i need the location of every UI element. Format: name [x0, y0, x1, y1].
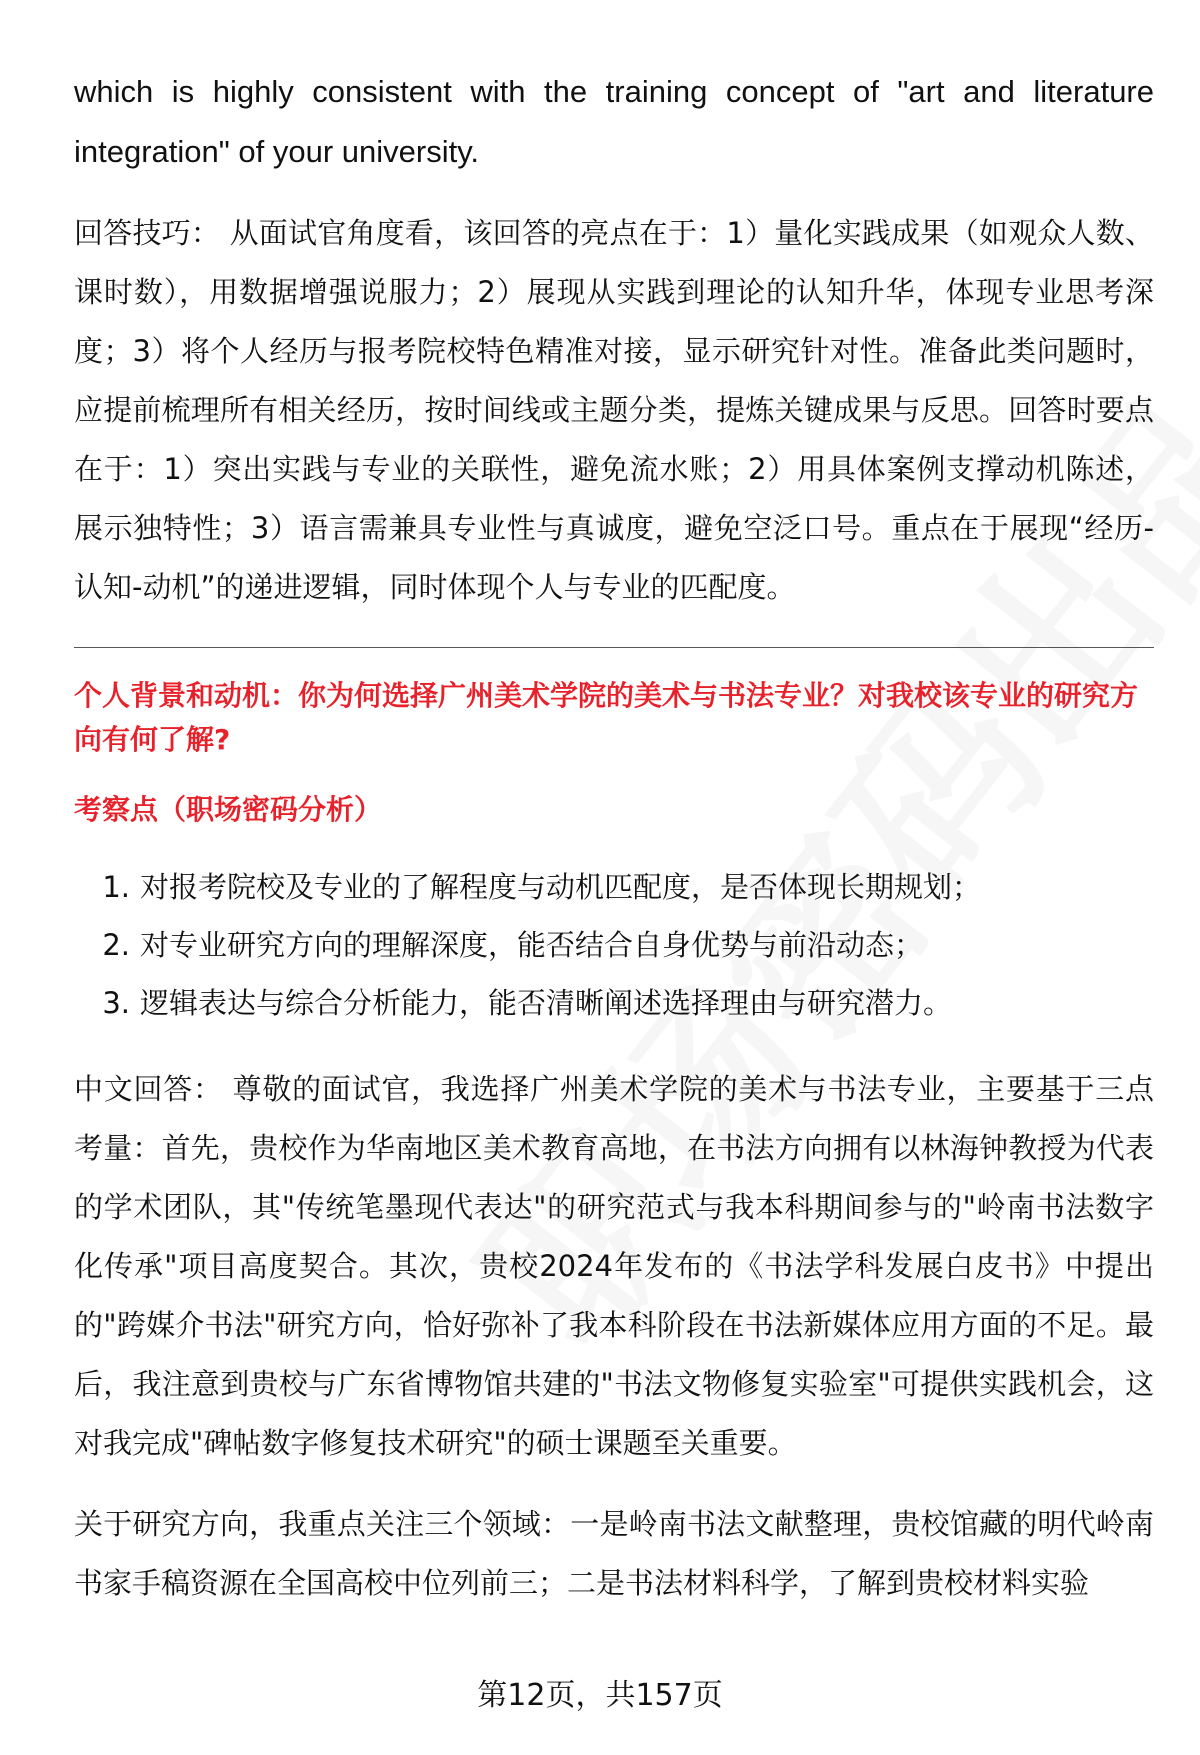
list-item-text: 对专业研究方向的理解深度，能否结合自身优势与前沿动态； — [140, 928, 924, 962]
list-item-number: 2. — [102, 928, 130, 962]
list-item-text: 逻辑表达与综合分析能力，能否清晰阐述选择理由与研究潜力。 — [140, 986, 953, 1020]
list-item-number: 1. — [102, 870, 130, 904]
intro-paragraph: which is highly consistent with the training concept of "art and literature integration" of your university. — [74, 74, 1154, 169]
exam-points-list — [74, 858, 1154, 1032]
answer-tips-paragraph: 回答技巧： 从面试官角度看，该回答的亮点在于：1）量化实践成果（如观众人数、课时数），用数据增强说服力；2）展现从实践到理论的认知升华，体现专业思考深度；3）将个人经历与报考院校特色精准对接，显示研究针对性。准备此类问题时，应提前梳理所有相关经历，按时间线或主题分类，提炼关键成果与反思。回答时要点在于：1）突出实践与专业的关联性，避免流水账；2）用具体案例支撑动机陈述，展示独特性；3）语言需兼具专业性与真诚度，避免空泛口号。重点在于展现“经历-认知-动机”的递进逻辑，同时体现个人与专业的匹配度。 — [74, 216, 1154, 604]
exam-points-heading: 考察点（职场密码分析） — [74, 793, 383, 826]
section-divider — [74, 647, 1154, 648]
chinese-answer-paragraph: 中文回答： 尊敬的面试官，我选择广州美术学院的美术与书法专业，主要基于三点考量：首先，贵校作为华南地区美术教育高地，在书法方向拥有以林海钟教授为代表的学术团队，其"传统笔墨现代表达"的研究范式与我本科期间参与的"岭南书法数字化传承"项目高度契合。其次，贵校2024年发布的《书法学科发展白皮书》中提出的"跨媒介书法"研究方向，恰好弥补了我本科阶段在书法新媒体应用方面的不足。最后，我注意到贵校与广东省博物馆共建的"书法文物修复实验室"可提供实践机会，这对我完成"碑帖数字修复技术研究"的硕士课题至关重要。 — [74, 1072, 1154, 1460]
research-direction-paragraph: 关于研究方向，我重点关注三个领域：一是岭南书法文献整理，贵校馆藏的明代岭南书家手稿资源在全国高校中位列前三；二是书法材料科学，了解到贵校材料实验 — [74, 1507, 1154, 1600]
page-number-footer: 第12页，共157页 — [477, 1678, 723, 1713]
list-item — [74, 974, 1154, 1032]
question-heading: 个人背景和动机：你为何选择广州美术学院的美术与书法专业？对我校该专业的研究方向有何了解? — [74, 679, 1139, 756]
list-item — [74, 858, 1154, 916]
document-page — [74, 62, 1154, 1613]
list-item-number: 3. — [102, 986, 130, 1020]
list-item — [74, 916, 1154, 974]
list-item-text: 对报考院校及专业的了解程度与动机匹配度，是否体现长期规划； — [140, 870, 982, 904]
